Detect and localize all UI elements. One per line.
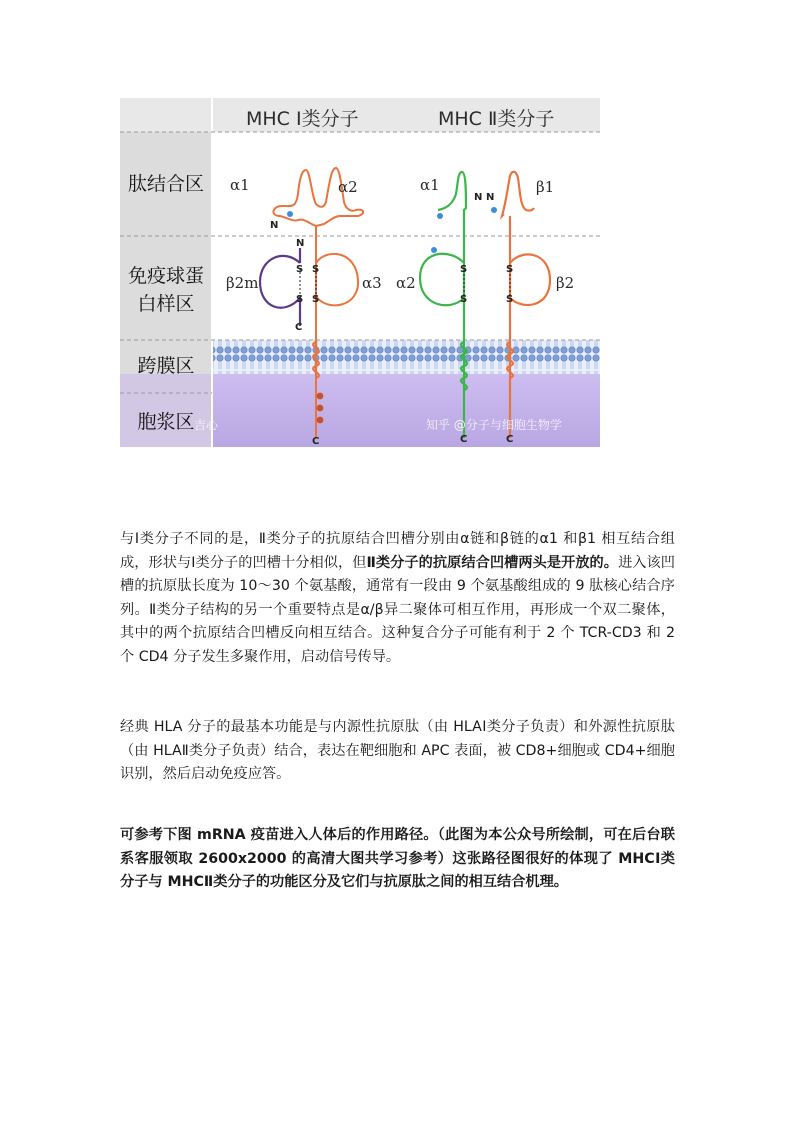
paragraph-hla-function: 经典 HLA 分子的最基本功能是与内源性抗原肽（由 HLAⅠ类分子负责）和外源性抗原肽（由 HLAⅡ类分子负责）结合，表达在靶细胞和 APC 表面，被 CD8+细胞或 CD4+细胞识别，然后启动免疫应答。 bbox=[120, 719, 675, 782]
region-ig-like-1: 免疫球蛋 bbox=[127, 265, 204, 287]
mhc-structure-figure bbox=[120, 98, 600, 447]
label-n-terminus: N bbox=[296, 238, 305, 249]
cytoplasm bbox=[212, 374, 600, 447]
label-b1: β1 bbox=[536, 178, 555, 196]
disulfide-s: S bbox=[296, 264, 304, 275]
paragraph-text: 与Ⅰ类分子不同的是，Ⅱ类分子的抗原结合凹槽分别由α链和β链的α1 和β1 相互结合组成，形状与Ⅰ类分子的凹槽十分相似，但 bbox=[120, 531, 675, 571]
label-c-terminus: C bbox=[460, 434, 468, 445]
disulfide-s: S bbox=[506, 294, 514, 305]
label-c-terminus: C bbox=[295, 322, 303, 333]
region-peptide-binding: 肽结合区 bbox=[127, 173, 204, 195]
label-mhc1-a2: α2 bbox=[338, 178, 358, 196]
region-ig-like-2: 白样区 bbox=[137, 293, 195, 315]
label-n-terminus: N bbox=[486, 192, 495, 203]
paragraph-mhc2-groove bbox=[120, 528, 675, 669]
region-transmembrane: 跨膜区 bbox=[137, 355, 195, 377]
disulfide-s: S bbox=[460, 264, 468, 275]
paragraph-text: 进入该凹槽的抗原肽长度为 10～30 个氨基酸，通常有一段由 9 个氨基酸组成的 9 肽核心结合序列。Ⅱ类分子结构的另一个重要特点是α/β异二聚体可相互作用，再形成一个双二聚体，其中的两个抗原结合凹槽反向相互结合。这种复合分子可能有利于 2 个 TCR-CD3 和 2 个 CD4 分子发生多聚作用，启动信号传导。 bbox=[120, 554, 675, 665]
label-mhc1-a1: α1 bbox=[230, 176, 250, 194]
header-mhc1: MHC Ⅰ类分子 bbox=[246, 108, 359, 130]
paragraph-bold-text: Ⅱ类分子的抗原结合凹槽两头是开放的。 bbox=[366, 554, 619, 571]
watermark-left: 吉心 bbox=[194, 418, 219, 432]
header-mhc2: MHC Ⅱ类分子 bbox=[438, 108, 555, 130]
disulfide-s: S bbox=[312, 294, 320, 305]
label-a3: α3 bbox=[362, 274, 382, 292]
label-b2m: β2m bbox=[226, 274, 259, 292]
label-b2: β2 bbox=[556, 274, 575, 292]
region-cytoplasm: 胞浆区 bbox=[137, 411, 195, 433]
label-c-terminus: C bbox=[312, 436, 320, 447]
peptide-dot bbox=[287, 211, 293, 217]
label-c-terminus: C bbox=[506, 434, 514, 445]
label-mhc2-a1: α1 bbox=[420, 176, 440, 194]
disulfide-s: S bbox=[506, 264, 514, 275]
disulfide-s: S bbox=[460, 294, 468, 305]
label-mhc2-a2: α2 bbox=[396, 274, 416, 292]
disulfide-s: S bbox=[296, 294, 304, 305]
paragraph-mrna-pathway: 可参考下图 mRNA 疫苗进入人体后的作用路径。（此图为本公众号所绘制，可在后台联系客服领取 2600x2000 的高清大图共学习参考）这张路径图很好的体现了 MHCⅠ类分子与 MHCⅡ类分子的功能区分及它们与抗原肽之间的相互结合机理。 bbox=[120, 827, 675, 890]
disulfide-s: S bbox=[312, 264, 320, 275]
label-n-terminus: N bbox=[474, 192, 483, 203]
watermark-right: 知乎 @分子与细胞生物学 bbox=[426, 418, 562, 432]
label-n-terminus: N bbox=[270, 220, 279, 231]
